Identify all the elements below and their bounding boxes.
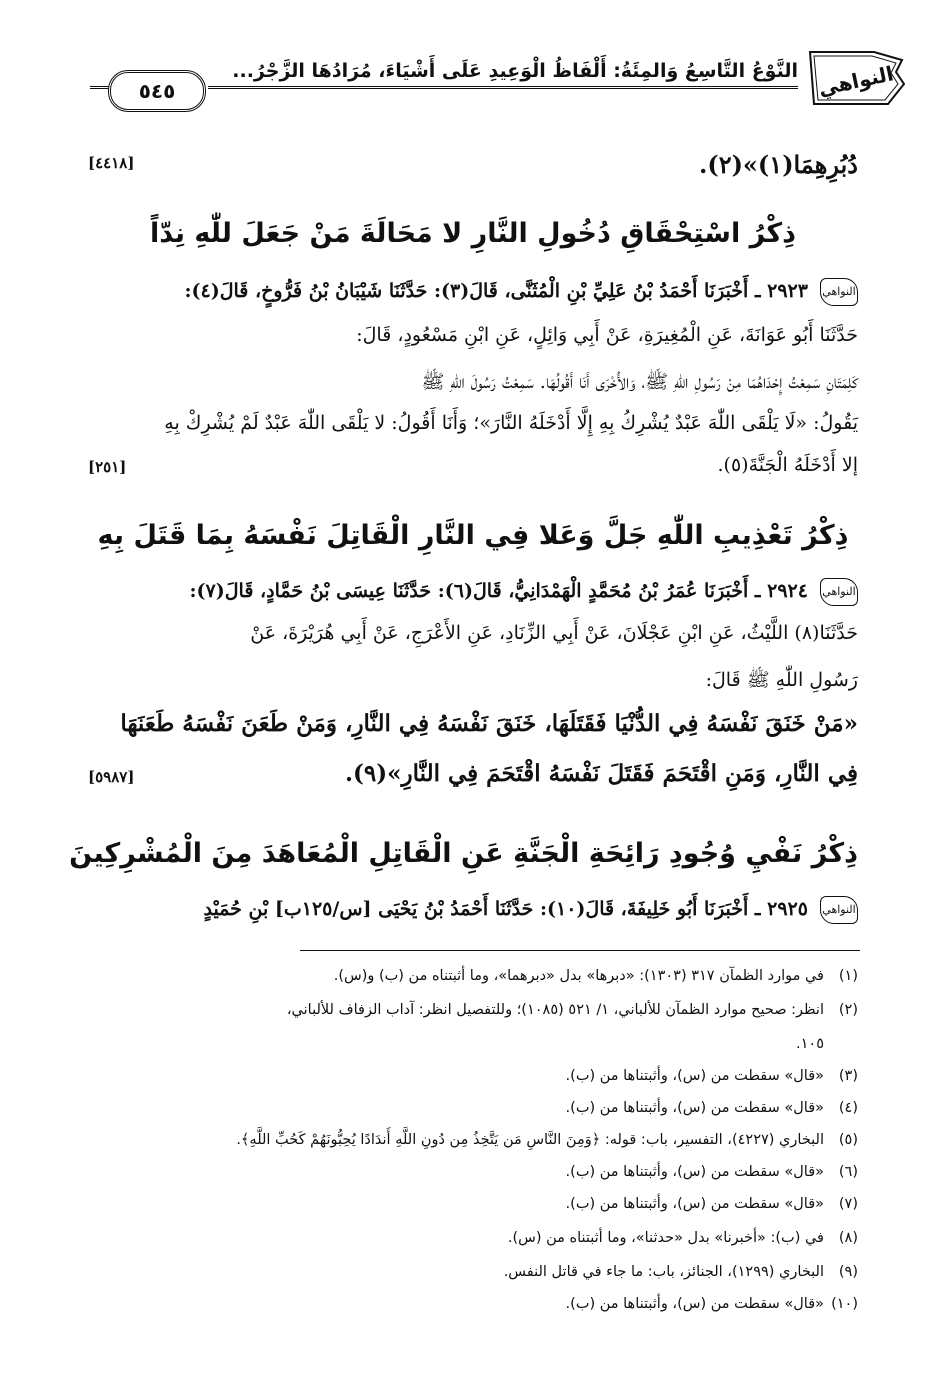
footnote-number: (١) [838,968,858,984]
footnote-text: البخاري (١٢٩٩)، الجنائز، باب: ما جاء في قاتل النفس. [503,1264,824,1280]
continuation-line [88,150,858,190]
hadith-line: حَدَّثَنَا أَبُو عَوَانَةَ، عَنِ الْمُغِيرَةِ، عَنْ أَبِي وَائِلٍ، عَنِ ابْنِ مَسْعُودٍ، قَالَ: [356,324,858,346]
reference-number: [٢٥١] [88,458,127,476]
hadith-line: ٢٩٢٤ ـ أَخْبَرَنَا عُمَرُ بْنُ مُحَمَّدٍ الْهَمْدَانِيُّ، قَالَ(٦): حَدَّثَنَا عِيسَى بْنُ حَمَّادٍ، قَالَ(٧): [189,580,808,602]
hadith-line: ٢٩٢٥ ـ أَخْبَرَنَا أَبُو خَلِيفَةَ، قَالَ(١٠): حَدَّثَنَا أَحْمَدُ بْنُ يَحْيَى [س/١٢٥ب] بْنِ حُمَيْدٍ [203,898,808,920]
hadith-2924 [88,578,858,818]
footnote-text: البخاري (٤٢٢٧)، التفسير، باب: قوله: ﴿وَمِنَ النَّاسِ مَن يَتَّخِذُ مِن دُونِ اللَّهِ أَندَادًا يُحِبُّونَهُمْ كَحُبِّ اللَّهِ﴾. [236,1132,824,1148]
footnote-number: (١٠) [831,1296,858,1312]
hadith-2925 [88,896,858,936]
hadith-ornament-icon: النواهي [820,896,858,924]
footnote [88,1296,858,1312]
footnote-separator [300,950,860,951]
footnote-continuation [88,1036,858,1052]
footnote-text: «قال» سقطت من (س)، وأثبتناها من (ب). [565,1100,824,1116]
ornament-logo-text: النواهي [816,61,896,101]
footnote [88,1230,858,1246]
footnote-text: انظر: صحيح موارد الظمآن للألباني، ١/ ٥٢١ (١٠٨٥)؛ وللتفصيل انظر: آداب الزفاف للألباني، [286,1002,824,1018]
hadith-line: كَلِمَتَانِ سَمِعْتُ إِحْدَاهُمَا مِنْ رَسُولِ اللّٰهِ ﷺ، وَالأُخْرَى أَنَا أَقُولُهَا. سَمِعْتُ رَسُولَ اللّٰهِ ﷺ [421,371,858,393]
footnote-number: (٩) [838,1264,858,1280]
footnote-text: «قال» سقطت من (س)، وأثبتناها من (ب). [565,1296,824,1312]
hadith-line: يَقُولُ: «لَا يَلْقَى اللّٰهَ عَبْدٌ يُشْرِكُ بِهِ إِلَّا أَدْخَلَهُ النَّارَ»؛ وَأَنَا أَقُولُ: لا يَلْقَى اللّٰهَ عَبْدٌ لَمْ يُشْرِكْ بِهِ [164,412,858,434]
footnote-number: (٧) [838,1196,858,1212]
section-heading-2: ذِكْرُ تَعْذِيبِ اللّٰهِ جَلَّ وَعَلا فِي النَّارِ الْقَاتِلَ نَفْسَهُ بِمَا قَتَلَ بِهِ [97,520,849,551]
footnote-number: (٣) [838,1068,858,1084]
reference-number: [٤٤١٨] [88,154,135,172]
running-header [88,46,908,116]
hadith-matn-line: «مَنْ خَنَقَ نَفْسَهُ فِي الدُّنْيَا فَقَتَلَهَا، خَنَقَ نَفْسَهُ فِي النَّارِ، وَمَنْ طَعَنَ نَفْسَهُ طَعَنَهَا [120,710,858,737]
footnote-text: «قال» سقطت من (س)، وأثبتناها من (ب). [565,1196,824,1212]
header-rule [208,86,798,89]
footnote [88,1164,858,1180]
footnote-number: (٦) [838,1164,858,1180]
hadith-2923 [88,278,858,498]
footnote-text: ١٠٥. [796,1036,824,1052]
page-number: ٥٤٥ [108,70,206,112]
chapter-ornament-icon [804,46,908,110]
hadith-ornament-icon: النواهي [820,278,858,306]
hadith-line: رَسُولِ اللّٰهِ ﷺ قَالَ: [705,669,858,691]
hadith-line: ٢٩٢٣ ـ أَخْبَرَنَا أَحْمَدُ بْنُ عَلِيِّ بْنِ الْمُثَنَّى، قَالَ(٣): حَدَّثَنَا شَيْبَانُ بْنُ فَرُّوخٍ، قَالَ(٤): [184,280,808,302]
footnote-number: (٤) [838,1100,858,1116]
footnote [88,968,858,984]
hadith-line: إلا أَدْخَلَهُ الْجَنَّةَ(٥). [717,454,858,476]
continuation-text: دُبُرِهِمَا(١)»(٢). [698,150,858,179]
footnote-number: (٢) [838,1002,858,1018]
footnote [88,1264,858,1280]
footnote [88,1068,858,1084]
footnote-text: في موارد الظمآن ٣١٧ (١٣٠٣): «دبرها» بدل «دبرهما»، وما أثبتناه من (ب) و(س). [333,968,824,984]
footnote-text: «قال» سقطت من (س)، وأثبتناها من (ب). [565,1164,824,1180]
footnote [88,1002,858,1018]
footnote-text: «قال» سقطت من (س)، وأثبتناها من (ب). [565,1068,824,1084]
section-heading-3: ذِكْرُ نَفْيِ وُجُودِ رَائِحَةِ الْجَنَّةِ عَنِ الْقَاتِلِ الْمُعَاهَدَ مِنَ الْمُشْرِكِينَ [69,838,858,869]
hadith-ornament-icon: النواهي [820,578,858,606]
footnote [88,1196,858,1212]
running-title: النَّوْعُ التَّاسِعُ وَالمِئَةُ: أَلْفَاظُ الْوَعِيدِ عَلَى أَشْيَاءَ، مُرَادُهَا الزَّجْرُ... [232,60,798,82]
hadith-line: حَدَّثَنَا(٨) اللَّيْثُ، عَنِ ابْنِ عَجْلَانَ، عَنْ أَبِي الزِّنَادِ، عَنِ الأَعْرَجِ، عَنْ أَبِي هُرَيْرَةَ، عَنْ [250,622,858,644]
section-heading-1: ذِكْرُ اسْتِحْقَاقِ دُخُولِ النَّارِ لا مَحَالَةَ مَنْ جَعَلَ للّٰهِ نِدّاً [150,218,796,249]
hadith-matn-line: فِي النَّارِ، وَمَنِ اقْتَحَمَ فَقَتَلَ نَفْسَهُ اقْتَحَمَ فِي النَّارِ»(٩). [345,760,858,787]
footnote [88,1100,858,1116]
reference-number: [٥٩٨٧] [88,768,135,786]
footnote-number: (٥) [838,1132,858,1148]
footnote-text: في (ب): «أخبرنا» بدل «حدثنا»، وما أثبتناه من (س). [507,1230,824,1246]
footnote [88,1132,858,1148]
footnote-number: (٨) [838,1230,858,1246]
